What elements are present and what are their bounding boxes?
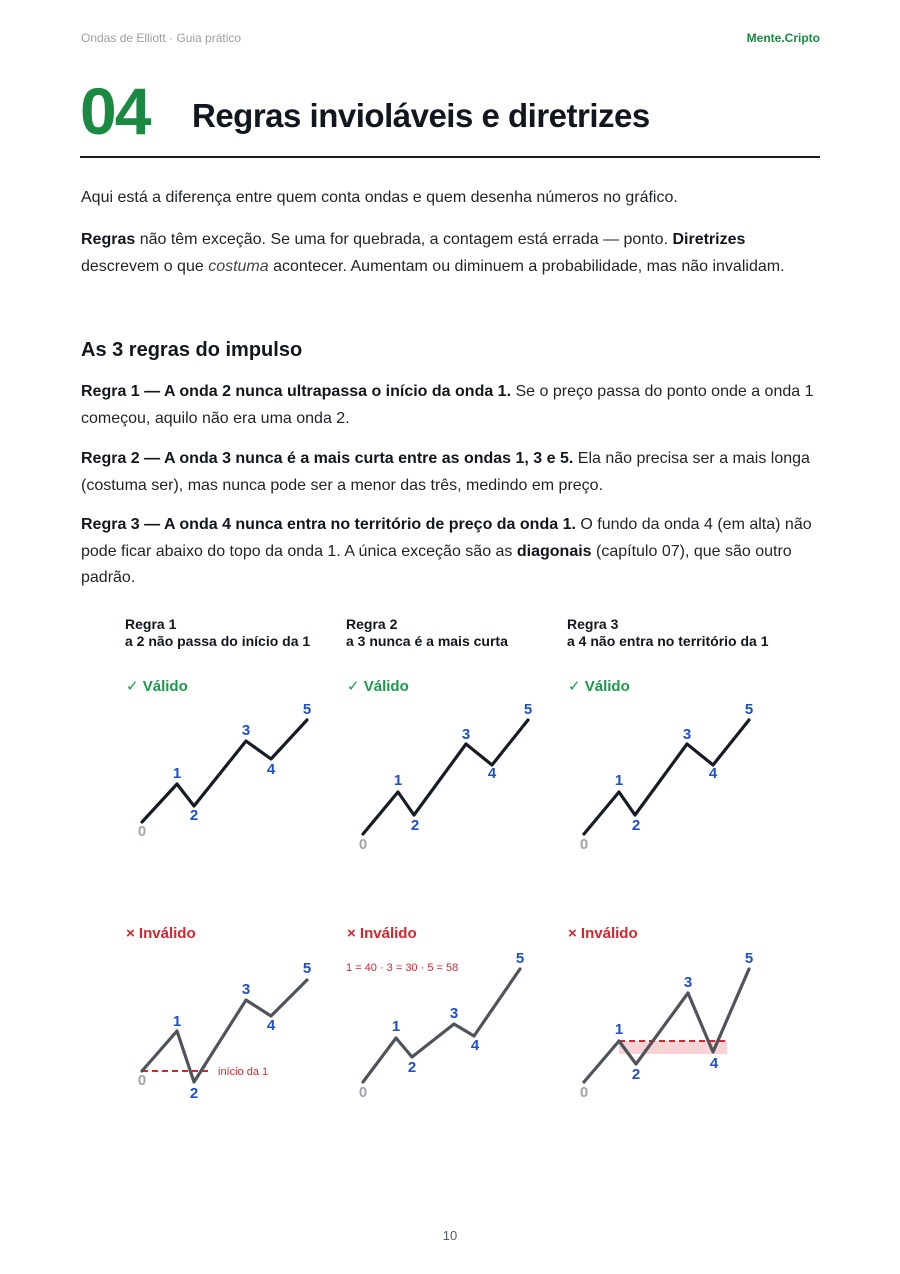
diagram-rule-1-invalid	[138, 960, 311, 1102]
valid-label-rule-3: ✓ Válido	[568, 678, 630, 695]
wave-label-2: 2	[631, 1066, 641, 1083]
wave-label-2: 2	[189, 1085, 199, 1102]
guidelines-emphasis: costuma	[208, 257, 269, 275]
invalid-label-rule-1: × Inválido	[126, 925, 196, 942]
wave-label-1: 1	[614, 1021, 624, 1038]
wave-line	[584, 720, 749, 834]
wave-label-2: 2	[189, 807, 199, 824]
wave-line	[363, 969, 520, 1082]
wave-label-4: 4	[266, 761, 276, 778]
invalid-label-rule-2: × Inválido	[347, 925, 417, 942]
rule-3-text-b: (capítulo 07), que são outro padrão.	[81, 542, 792, 586]
wave-label-2: 2	[407, 1059, 417, 1076]
panel-rule-1-title: Regra 1	[125, 616, 177, 632]
guidelines-term: Diretrizes	[672, 231, 746, 248]
diagram-rule-1-valid	[138, 701, 311, 840]
rule-1-statement: Regra 1 — A onda 2 nunca ultrapassa o início da onda 1.	[81, 383, 512, 400]
wave-label-1: 1	[614, 772, 624, 789]
panel-rule-1-subtitle: a 2 não passa do início da 1	[125, 633, 311, 649]
guidelines-text-b: acontecer. Aumentam ou diminuem a probabilidade, mas não invalidam.	[268, 257, 785, 275]
diagram-rule-2-valid	[359, 701, 532, 853]
chapter-title: Regras invioláveis e diretrizes	[192, 97, 650, 134]
wave-label-4: 4	[708, 765, 718, 782]
wave-label-1: 1	[391, 1018, 401, 1035]
wave-label-1: 1	[172, 765, 182, 782]
wave-label-5: 5	[523, 701, 533, 718]
guidelines-text-a: descrevem o que	[81, 257, 209, 275]
wave-label-0: 0	[358, 1084, 368, 1101]
panel-rule-3-title: Regra 3	[567, 616, 619, 632]
wave-label-4: 4	[266, 1017, 276, 1034]
rule-1-text: Se o preço passa do ponto onde a onda 1 começou, aquilo não era uma onda 2.	[81, 383, 814, 427]
invalid-label-rule-3: × Inválido	[568, 925, 638, 942]
brand-name: Mente.Cripto	[746, 31, 820, 45]
wave-label-0: 0	[579, 836, 589, 853]
wave-label-0: 0	[579, 1084, 589, 1101]
valid-label-rule-1: ✓ Válido	[126, 678, 188, 695]
diagram-rule-3-valid	[580, 701, 753, 853]
wave-label-2: 2	[631, 817, 641, 834]
wave-label-0: 0	[358, 836, 368, 853]
wave-1-start-annotation: início da 1	[218, 1066, 269, 1078]
wave-label-2: 2	[410, 817, 420, 834]
diagonals-term: diagonais	[516, 542, 592, 560]
rules-text: não têm exceção. Se uma for quebrada, a contagem está errada — ponto.	[135, 231, 673, 248]
panel-rule-3-subtitle: a 4 não entra no território da 1	[567, 633, 769, 649]
chapter-number: 04	[80, 74, 150, 148]
wave-label-4: 4	[487, 765, 497, 782]
wave-label-3: 3	[683, 974, 693, 991]
wave-label-3: 3	[461, 726, 471, 743]
wave-line	[584, 969, 749, 1082]
rules-term: Regras	[81, 231, 136, 248]
rule-2-statement: Regra 2 — A onda 3 nunca é a mais curta entre as ondas 1, 3 e 5.	[81, 450, 574, 467]
wave-length-annotation: 1 = 40 · 3 = 30 · 5 = 58	[346, 962, 459, 974]
wave-label-0: 0	[137, 823, 147, 840]
rule-3-text-a: O fundo da onda 4 (em alta) não pode ficar abaixo do topo da onda 1. A única exceção são as	[81, 516, 812, 560]
wave-label-3: 3	[682, 726, 692, 743]
wave-label-0: 0	[137, 1072, 147, 1089]
wave-line	[363, 720, 528, 834]
rule-3-statement: Regra 3 — A onda 4 nunca entra no território de preço da onda 1.	[81, 516, 576, 533]
panel-rule-2-subtitle: a 3 nunca é a mais curta	[346, 633, 508, 649]
diagram-rule-3-invalid	[580, 950, 753, 1101]
wave-line	[142, 720, 307, 822]
panel-rule-2-title: Regra 2	[346, 616, 398, 632]
book-title: Ondas de Elliott · Guia prático	[81, 31, 242, 45]
wave-label-5: 5	[515, 950, 525, 967]
wave-label-3: 3	[241, 722, 251, 739]
valid-label-rule-2: ✓ Válido	[347, 678, 409, 695]
wave-label-5: 5	[744, 950, 754, 967]
wave-label-1: 1	[393, 772, 403, 789]
wave-label-5: 5	[302, 701, 312, 718]
page-number: 10	[442, 1228, 458, 1243]
wave-label-5: 5	[744, 701, 754, 718]
wave-label-4: 4	[470, 1037, 480, 1054]
wave-label-5: 5	[302, 960, 312, 977]
wave-label-4: 4	[709, 1055, 719, 1072]
wave-label-3: 3	[449, 1005, 459, 1022]
intro-paragraph: Aqui está a diferença entre quem conta ondas e quem desenha números no gráfico.	[81, 189, 678, 206]
wave-label-3: 3	[241, 981, 251, 998]
section-title: As 3 regras do impulso	[81, 339, 303, 361]
diagram-rule-2-invalid	[346, 950, 524, 1101]
wave-label-1: 1	[172, 1013, 182, 1030]
rule-2-text: Ela não precisa ser a mais longa (costuma ser), mas nunca pode ser a menor das três, medindo em preço.	[81, 450, 810, 494]
